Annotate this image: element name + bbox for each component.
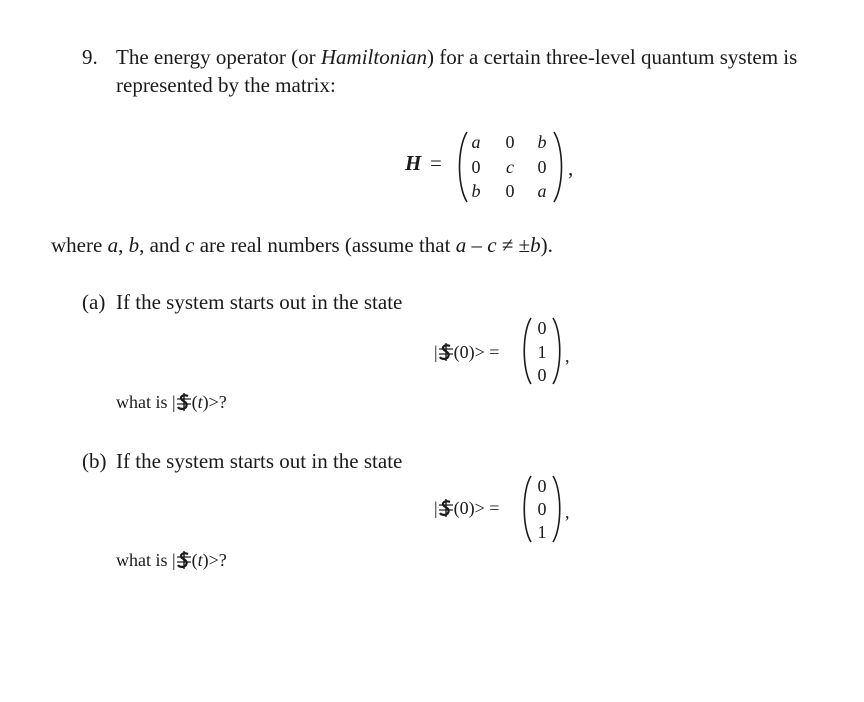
matrix-cell: a bbox=[471, 132, 481, 152]
part-b-vector bbox=[532, 476, 552, 542]
part-b-label: (b) bbox=[82, 449, 107, 473]
where-text: where bbox=[51, 233, 108, 257]
part-b-state-label bbox=[434, 498, 499, 519]
right-paren-icon bbox=[551, 316, 563, 386]
question-t: t bbox=[197, 392, 203, 412]
vector-cell: 0 bbox=[537, 499, 547, 519]
matrix-cell: b bbox=[471, 181, 481, 201]
ket-bar: | bbox=[434, 498, 438, 518]
matrix-cell: a bbox=[537, 181, 547, 201]
matrix-equals: = bbox=[430, 151, 442, 175]
psi-icon bbox=[438, 499, 454, 517]
minus-sign: – bbox=[466, 233, 488, 257]
question-post: )>? bbox=[202, 392, 227, 412]
vector-cell: 1 bbox=[537, 522, 547, 542]
matrix-cell: c bbox=[506, 157, 514, 177]
matrix-cell: 0 bbox=[505, 181, 515, 201]
question-t: t bbox=[197, 550, 203, 570]
vector-cell: 1 bbox=[537, 342, 547, 362]
part-b-trailing-comma: , bbox=[565, 502, 570, 522]
psi-icon bbox=[438, 343, 454, 361]
matrix-cell: 0 bbox=[537, 157, 547, 177]
intro-text-italic: Hamiltonian bbox=[320, 45, 428, 69]
where-text: ). bbox=[540, 233, 553, 257]
question-post: )>? bbox=[202, 550, 227, 570]
intro-text-post: ) for a certain three-level quantum system is bbox=[427, 45, 798, 69]
psi-icon bbox=[176, 393, 192, 411]
part-a-text: If the system starts out in the state bbox=[116, 290, 403, 314]
matrix-label: H bbox=[405, 151, 422, 175]
var-a: a bbox=[455, 233, 467, 257]
where-line bbox=[51, 232, 553, 258]
matrix-cell: b bbox=[537, 132, 547, 152]
part-a-question: what is | (t)>? bbox=[116, 392, 227, 412]
right-paren-icon bbox=[552, 130, 566, 204]
part-a-state-label bbox=[434, 342, 499, 363]
right-paren-icon bbox=[551, 474, 563, 544]
question-pre: what is | bbox=[116, 550, 176, 570]
where-text: , bbox=[118, 233, 129, 257]
state-label-post: (0)> = bbox=[453, 498, 500, 518]
ket-bar: | bbox=[434, 342, 438, 362]
vector-cell: 0 bbox=[537, 365, 547, 385]
hamiltonian-matrix bbox=[466, 132, 556, 202]
intro-text-pre: The energy operator (or bbox=[116, 45, 321, 69]
var-b: b bbox=[128, 233, 140, 257]
part-a-label: (a) bbox=[82, 290, 106, 314]
neq-sign: ≠ ± bbox=[496, 233, 531, 257]
where-text: , and bbox=[139, 233, 186, 257]
var-b: b bbox=[530, 233, 541, 257]
matrix-cell: 0 bbox=[505, 132, 515, 152]
part-b-text: If the system starts out in the state bbox=[116, 449, 403, 473]
part-b-question: what is | (t)>? bbox=[116, 550, 227, 570]
var-a: a bbox=[107, 233, 119, 257]
state-label-post: (0)> = bbox=[453, 342, 500, 362]
vector-cell: 0 bbox=[537, 476, 547, 496]
matrix-trailing-comma: , bbox=[568, 156, 574, 180]
part-a-vector bbox=[532, 318, 552, 384]
problem-intro-line-1 bbox=[116, 44, 797, 70]
problem-number: 9. bbox=[82, 45, 98, 69]
problem-intro-line-2: represented by the matrix: bbox=[116, 73, 336, 97]
var-c: c bbox=[185, 233, 195, 257]
vector-cell: 0 bbox=[537, 318, 547, 338]
part-a-trailing-comma: , bbox=[565, 346, 570, 366]
where-text: are real numbers (assume that bbox=[194, 233, 456, 257]
question-pre: what is | bbox=[116, 392, 176, 412]
psi-icon bbox=[176, 551, 192, 569]
matrix-cell: 0 bbox=[471, 157, 481, 177]
var-c: c bbox=[487, 233, 497, 257]
